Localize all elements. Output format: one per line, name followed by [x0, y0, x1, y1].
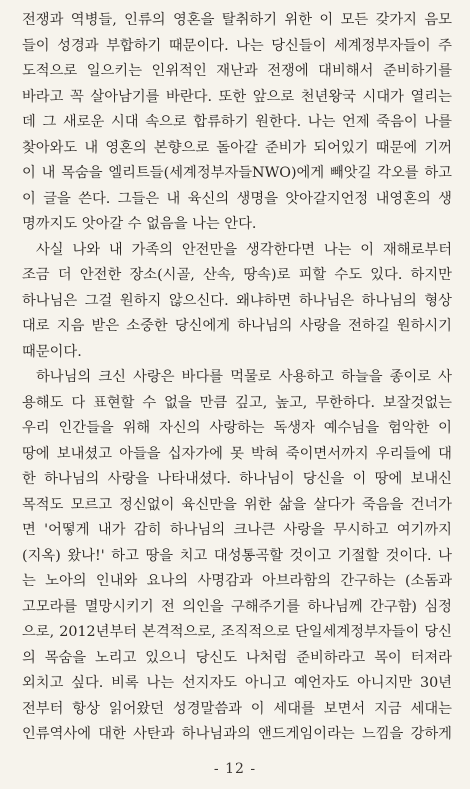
text-line: 전쟁과 역병들, 인류의 영혼을 탈취하기 위한 이 모든 갖가지 음모	[22, 12, 452, 28]
text-line: 외치고 싶다. 비록 나는 선지자도 아니고 예언자도 아니지만 30년	[22, 675, 452, 691]
paragraph-1	[22, 8, 452, 238]
text-line: 사실 나와 내 가족의 안전만을 생각한다면 나는 이 재해로부터	[36, 241, 452, 258]
text-line: 바라고 꼭 살아남기를 바란다. 또한 앞으로 천년왕국 시대가 열리는	[22, 88, 452, 105]
text-line: 고모라를 멸망시키기 전 의인을 구해주기를 하나님께 간구함) 심정	[22, 598, 452, 615]
text-line: 이 내 목숨을 엘리트들(세계정부자들NWO)에게 빼앗길 각오를 하고	[22, 165, 452, 181]
text-line: 목적도 모르고 정신없이 육신만을 위한 삶을 살다가 죽음을 건너가	[22, 496, 452, 513]
text-line: 대로 지음 받은 소중한 당신에게 하나님의 사랑을 전하길 원하시기	[22, 318, 452, 334]
text-line: 들이 성경과 부합하기 때문이다. 나는 당신들이 세계정부자들이 주	[22, 37, 452, 54]
body-text	[22, 8, 452, 748]
text-line: 조금 더 안전한 장소(시골, 산속, 땅속)로 피할 수도 있다. 하지만	[22, 267, 452, 283]
text-line: 의 목숨을 노리고 있으니 당신도 나처럼 준비하라고 목이 터져라	[22, 649, 452, 666]
text-line: 용해도 다 표현할 수 없을 만큼 깊고, 높고, 무한하다. 보잘것없는	[22, 394, 452, 411]
text-line: 찾아와도 내 영혼의 본향으로 돌아갈 준비가 되어있기 때문에 기꺼	[22, 139, 452, 156]
text-line: 인류역사에 대한 사탄과 하나님과의 앤드게임이라는 느낌을 강하게	[22, 726, 452, 742]
text-line: 때문이다.	[22, 343, 82, 360]
text-line: 전부터 항상 읽어왔던 성경말씀과 이 세대를 보면서 지금 세대는	[22, 700, 452, 717]
text-line: 하나님의 크신 사랑은 바다를 먹물로 사용하고 하늘을 종이로 사	[36, 369, 452, 385]
text-line: 땅에 보내셨고 아들을 십자가에 못 박혀 죽이면서까지 우리들에 대	[22, 445, 452, 462]
text-line: 명까지도 앗아갈 수 없음을 나는 안다.	[22, 216, 257, 232]
text-line: 하나님은 그걸 원하지 않으신다. 왜냐하면 하나님은 하나님의 형상	[22, 292, 452, 309]
text-line: 도적으로 일으키는 인위적인 재난과 전쟁에 대비해서 준비하기를	[22, 63, 452, 79]
text-line: 우리 인간들을 위해 자신의 사랑하는 독생자 예수님을 험악한 이	[22, 420, 452, 436]
text-line: 이 글을 쓴다. 그들은 내 육신의 생명을 앗아갈지언정 내영혼의 생	[22, 190, 452, 207]
text-line: (지옥) 왔나!' 하고 땅을 치고 대성통곡할 것이고 기절할 것이다. 나	[22, 547, 452, 564]
page-number: - 12 -	[213, 761, 257, 777]
text-line: 면 '어떻게 내가 감히 하나님의 크나큰 사랑을 무시하고 여기까지	[22, 522, 452, 538]
text-line: 으로, 2012년부터 본격적으로, 조직적으로 단일세계정부자들이 당신	[22, 624, 452, 640]
paragraph-2	[22, 238, 452, 366]
text-line: 는 노아의 인내와 요나의 사명감과 아브라함의 간구하는 (소돔과	[22, 573, 452, 589]
text-line: 데 그 새로운 시대 속으로 합류하기 원한다. 나는 언제 죽음이 나를	[22, 114, 452, 130]
paragraph-3	[22, 365, 452, 748]
text-line: 한 하나님의 사랑을 나타내셨다. 하나님이 당신을 이 땅에 보내신	[22, 471, 452, 487]
